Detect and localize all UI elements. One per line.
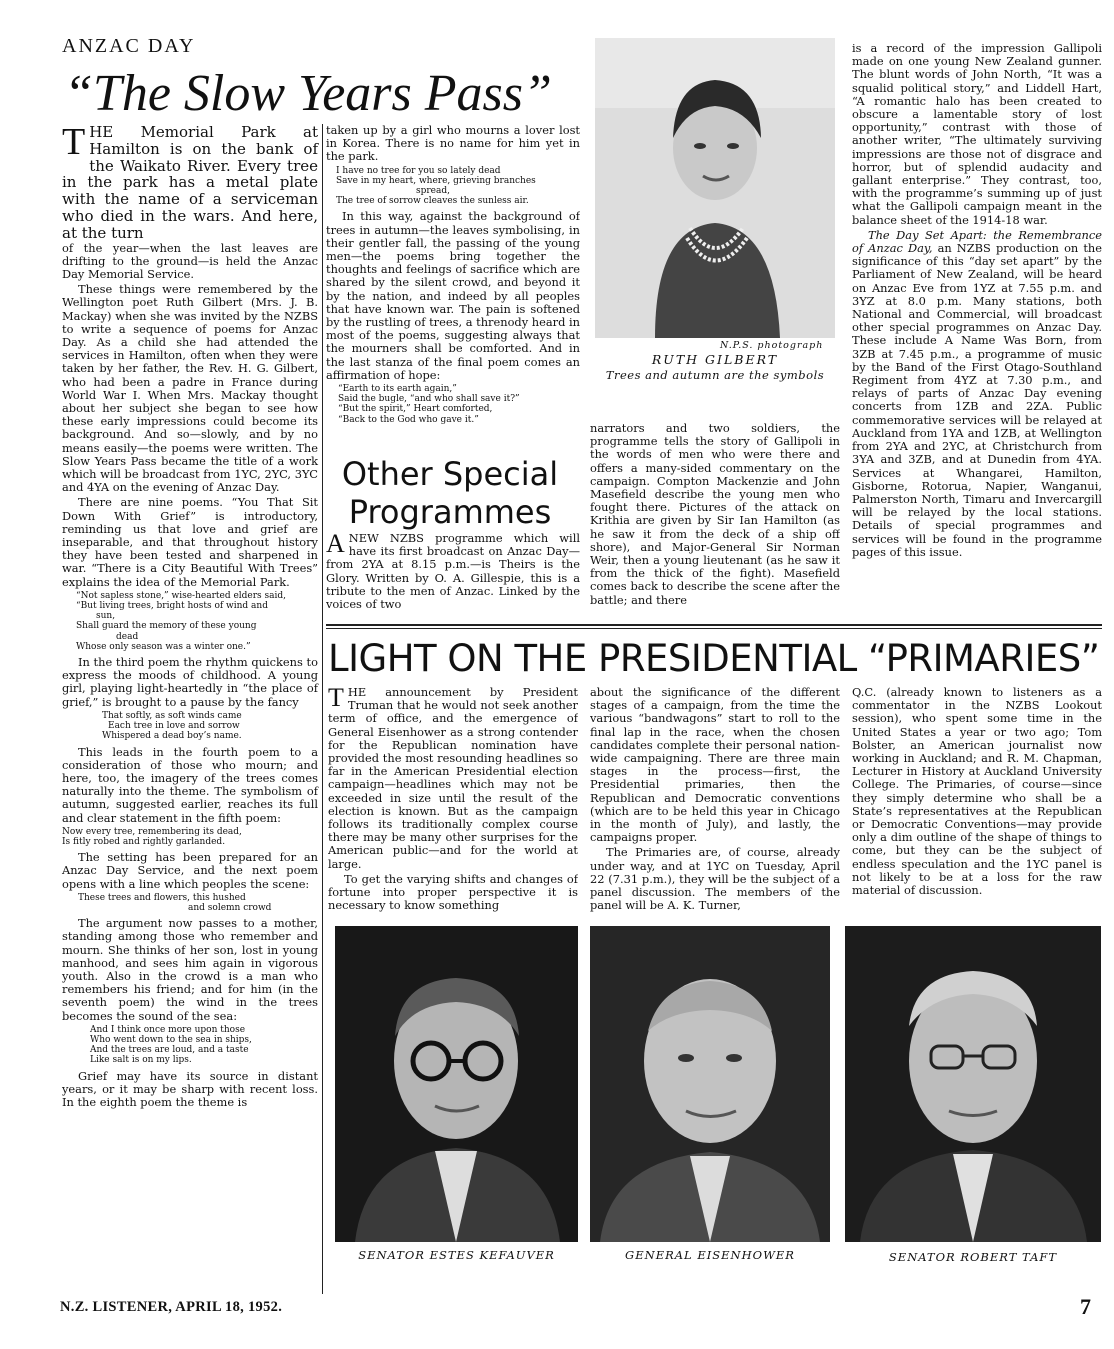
footer-issue: N.Z. LISTENER, APRIL 18, 1952. <box>60 1299 283 1315</box>
verse: And I think once more upon those Who went down to the sea in ships, And the trees are loud, and a taste Like salt is on my lips. <box>90 1024 252 1066</box>
portrait-image <box>590 926 830 1242</box>
headline-primaries: LIGHT ON THE PRESIDENTIAL “PRIMARIES” <box>328 637 1100 680</box>
portrait-image <box>595 38 835 338</box>
column-2 <box>326 124 580 449</box>
verse: That softly, as soft winds came Each tree in love and sorrow Whispered a dead boy’s name. <box>102 710 242 742</box>
paragraph: In this way, against the background of trees in autumn—the leaves symbolising, in their gentler fall, the passing of the young men—the poems bring together the thoughts and feelings of sacrifice which are shared by the silent crowd, and beyond it by the nation, and indeed by all peoples that have known war. The pain is softened by the rustling of trees, a threnody heard in most of the poems, suggesting always that the mourners shall be comforted. And in the last stanza of the final poem comes an affirmation of hope: <box>326 209 580 382</box>
verse: These trees and flowers, this hushed and solemn crowd <box>78 892 272 913</box>
page-number: 7 <box>1080 1294 1091 1319</box>
paragraph: of the year—when the last leaves are drifting to the ground—is held the Anzac Day Memorial Service. <box>62 240 318 281</box>
paragraph: The argument now passes to a mother, standing among those who remember and mourn. She thinks of her son, lost in young manhood, and sees him again in vigorous youth. Also in the crowd is a man who remembers his friend; and for him (in the seventh poem) the wind in the trees becomes the sound of the sea: <box>62 916 318 1023</box>
section-rule <box>326 624 1102 626</box>
headline-other-programmes: Other Special Programmes <box>341 455 559 531</box>
column-3 <box>590 422 840 622</box>
paragraph: Grief may have its source in distant years, or it may be sharp with recent loss. In the eighth poem the theme is <box>62 1068 318 1109</box>
paragraph: There are nine poems. “You That Sit Down With Grief” is introductory, reminding us that love and grief are inseparable, and that throughout history they have been tested and sharpened in war. “There is a City Beautiful With Trees” explains the idea of the Memorial Park. <box>62 495 318 589</box>
caption-taft: SENATOR ROBERT TAFT <box>888 1250 1058 1264</box>
paragraph: about the significance of the different stages of a campaign, from the time the various “bandwagons” start to roll to the final lap in the race, when the chosen candidates complete their personal nation-wide campaigning. There are three main stages in the process—first, the Presidential primaries, then the Republican and Democratic conventions (which are to be held this year in Chicago in the month of July), and lastly, the campaigns proper. <box>590 686 840 845</box>
primaries-column-3 <box>852 686 1102 918</box>
primaries-column-2 <box>590 686 840 918</box>
photo-kefauver <box>335 926 578 1242</box>
photo-name: RUTH GILBERT <box>651 352 779 367</box>
section-rule <box>326 628 1102 629</box>
primaries-column-1: THE announcement by President Truman that he would not seek another term of office, and the emergence of General Eisenhower as a strong contender for the Republican nomination have provided the most resounding headlines so far in the American Presidential election campaign—headlines which may not be exceeded in size until the result of the election is known. But as the campaign follows its traditionally complex course there may be many other surprises for the American public—and for the world at large. To get the varying shifts and changes of fortune into proper perspective it is necessary to know something <box>328 686 578 913</box>
verse: Now every tree, remembering its dead, Is fitly robed and rightly garlanded. <box>62 826 242 847</box>
paragraph: is a record of the impression Gallipoli made on one young New Zealand gunner. The blunt words of John North, “It was a squalid political story,” and Liddell Hart, “A romantic halo has been created to obscure a lamentable story of lost opportunity,” contrast with those of another writer, “The ultimately surviving impressions are those not of disgrace and horror, but of splendid audacity and gallant enterprise.” They contrast, too, with the programme’s summing up of just what the Gallipoli campaign meant in the balance sheet of the 1914-18 war. <box>852 42 1102 227</box>
photo-taft <box>845 926 1101 1242</box>
photo-credit: N.P.S. photograph <box>720 340 824 351</box>
column-1 <box>62 121 318 1292</box>
paragraph: taken up by a girl who mourns a lover lost in Korea. There is no name for him yet in the park. <box>326 124 580 164</box>
photo-caption: Trees and autumn are the symbols <box>605 368 825 382</box>
headline-slow-years: “The Slow Years Pass” <box>64 65 552 122</box>
paragraph: The Day Set Apart: the Remembrance of Anzac Day, an NZBS production on the significance of this “day set apart” by the Parliament of New Zealand, will be heard on Anzac Eve from 1YZ at 7.55 p.m. and 3YZ at 8.0 p.m. Many stations, both National and Commercial, will broadcast other special programmes on Anzac Day. These include A Name Was Born, from 3ZB at 7.45 p.m., a programme of music by the Band of the First Otago-Southland Regiment from 4YZ at 7.30 p.m., and relays of parts of Anzac Day evening concerts from 1ZB and 2ZA. Public commemorative services will be relayed at Auckland from 1YA and 1ZB, at Wellington from 2YA and 2YC, at Christchurch from 3YA and 3ZB, and at Dunedin from 4YA. Services at Whangarei, Hamilton, Gisborne, Rotorua, Napier, Wanganui, Palmerston North, Timaru and Invercargill will be relayed by the local stations. Details of special programmes and services will be found in the programme pages of this issue. <box>852 227 1102 559</box>
section-tag: ANZAC DAY <box>62 35 196 57</box>
paragraph: narrators and two soldiers, the programme tells the story of Gallipoli in the words of men who were there and offers a many-sided commentary on the campaign. Compton Mackenzie and John Masefield describe the young men who fought there. Pictures of the attack on Krithia are given by Sir Ian Hamilton (as he saw it from the deck of a ship off shore), and Major-General Sir Norman Weir, then a young lieutenant (as he saw it from the thick of the fight). Masefield comes back to describe the scene after the battle; and there <box>590 422 840 607</box>
verse: I have no tree for you so lately dead Save in my heart, where, grieving branches spread, The tree of sorrow cleaves the sunless air. <box>336 165 536 207</box>
column-4 <box>852 42 1102 622</box>
portrait-image <box>335 926 578 1242</box>
drop-cap: A <box>326 532 345 558</box>
photo-eisenhower <box>590 926 830 1242</box>
paragraph: The Primaries are, of course, already under way, and at 1YC on Tuesday, April 22 (7.31 p.m.), they will be the subject of a panel discussion. The members of the panel will be A. K. Turner, <box>590 845 840 913</box>
photo-ruth-gilbert <box>595 38 835 338</box>
other-programmes-text: ANEW NZBS programme which will have its first broadcast on Anzac Day—from 2YA at 8.15 p.m.—is Theirs is the Glory. Written by O. A. Gillespie, this is a tribute to the men of Anzac. Linked by the voices of two <box>326 532 580 612</box>
caption-eisenhower: GENERAL EISENHOWER <box>625 1248 795 1262</box>
paragraph: This leads in the fourth poem to a consideration of those who mourn; and here, too, the imagery of the trees comes naturally into the theme. The symbolism of autumn, suggested earlier, reaches its full and clear statement in the fifth poem: <box>62 744 318 825</box>
paragraph: In the third poem the rhythm quickens to express the moods of childhood. A young girl, playing light-heartedly in “the place of grief,” is brought to a pause by the fancy <box>62 655 318 709</box>
paragraph: These things were remembered by the Wellington poet Ruth Gilbert (Mrs. J. B. Mackay) when she was invited by the NZBS to write a sequence of poems for Anzac Day. As a child she had attended the services in Hamilton, often when they were taken by her father, the Rev. H. G. Gilbert, who had been a padre in France during World War I. When Mrs. Mackay thought about her subject she began to see how these early impressions could become its background. And so—slowly, and by no means easily—the poems were written. The Slow Years Pass became the title of a work which will be broadcast from 1YC, 2YC, 3YC and 4YA on the evening of Anzac Day. <box>62 282 318 495</box>
drop-cap: T <box>62 121 86 163</box>
verse: “Not sapless stone,” wise-hearted elders said, “But living trees, bright hosts of wind and sun, Shall guard the memory of these young dead Whose only season was a winter one.” <box>76 590 287 652</box>
column-rule <box>322 124 323 1294</box>
lead-paragraph: HE Memorial Park at Hamilton is on the bank of the Waikato River. Every tree in the park has a metal plate with the name of a serviceman who died in the wars. And here, at the turn <box>62 123 318 242</box>
paragraph: The setting has been prepared for an Anzac Day Service, and the next poem opens with a line which peoples the scene: <box>62 850 318 891</box>
paragraph: To get the varying shifts and changes of fortune into proper perspective it is necessary to know something <box>328 871 578 913</box>
paragraph: Q.C. (already known to listeners as a commentator in the NZBS Lookout session), who spent some time in the United States a year or two ago; Tom Bolster, an American journalist now working in Auckland; and R. M. Chapman, Lecturer in History at Auckland University College. The Primaries, of course—since they simply determine who shall be a State’s representatives at the Republican or Democratic Conventions—may provide only a dim outline of the shape of things to come, but they can be the subject of endless speculation and the 1YC panel is not likely to be at a loss for the raw material of discussion. <box>852 686 1102 898</box>
portrait-image <box>845 926 1101 1242</box>
verse: “Earth to its earth again,” Said the bugle, “and who shall save it?” “But the spirit,” Heart comforted, “Back to the God who gave it.” <box>338 384 520 425</box>
caption-kefauver: SENATOR ESTES KEFAUVER <box>358 1248 555 1262</box>
drop-cap: T <box>328 686 344 712</box>
